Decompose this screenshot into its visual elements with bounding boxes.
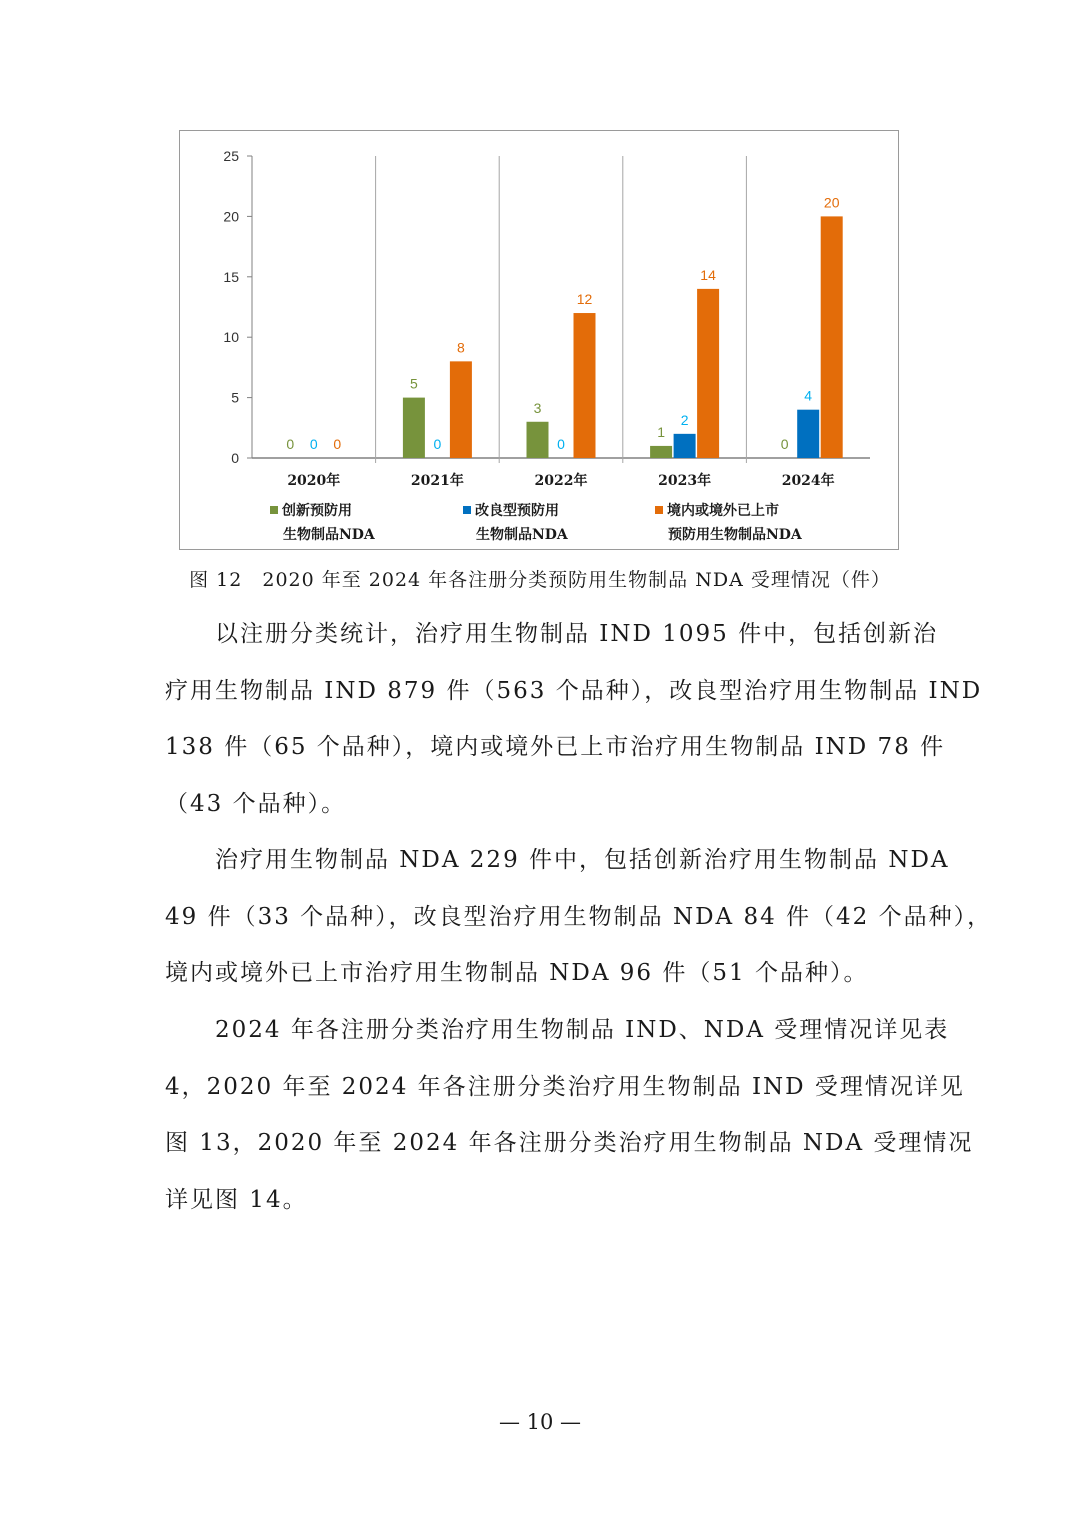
bar [697, 289, 719, 458]
text-line: 境内或境外已上市治疗用生物制品 NDA 96 件（51 个品种）。 [165, 960, 869, 986]
data-label: 0 [333, 436, 342, 452]
bar [650, 446, 672, 458]
text-line: 治疗用生物制品 NDA 229 件中，包括创新治疗用生物制品 NDA [215, 847, 950, 873]
bar [674, 434, 696, 458]
bar [574, 313, 596, 458]
legend-label-line1: 境内或境外已上市 [667, 503, 779, 519]
y-tick-label: 10 [223, 329, 239, 346]
y-tick-label: 15 [223, 268, 239, 285]
data-label: 0 [557, 436, 565, 452]
data-label: 4 [804, 387, 813, 404]
text-line: 以注册分类统计，治疗用生物制品 IND 1095 件中，包括创新治 [215, 621, 939, 647]
x-tick-label: 2024年 [781, 473, 835, 489]
legend-swatch-improved [463, 506, 471, 514]
page-number: — 10 — [498, 1410, 582, 1434]
data-label: 8 [457, 339, 465, 356]
data-label: 20 [823, 194, 840, 211]
text-line: （43 个品种）。 [165, 790, 347, 817]
bar [797, 410, 819, 458]
legend-label-line2: 生物制品NDA [283, 527, 375, 543]
legend-label-line1: 改良型预防用 [475, 503, 559, 519]
y-tick-label: 25 [223, 148, 239, 164]
data-label: 5 [410, 375, 418, 392]
paragraph-nda [165, 832, 993, 1002]
data-label: 12 [576, 291, 593, 308]
legend-label-line1: 创新预防用 [282, 503, 352, 519]
paragraph-ind [165, 606, 983, 832]
text-line: 49 件（33 个品种），改良型治疗用生物制品 NDA 84 件（42 个品种）， [165, 903, 993, 930]
data-label: 14 [700, 266, 716, 283]
data-label: 2 [680, 411, 689, 428]
data-label: 1 [657, 423, 665, 440]
legend-label-line2: 生物制品NDA [476, 527, 568, 543]
text-line: 2024 年各注册分类治疗用生物制品 IND、NDA 受理情况详见表 [215, 1017, 950, 1043]
y-tick-label: 0 [231, 450, 239, 466]
legend-label-line2: 预防用生物制品NDA [668, 527, 802, 543]
data-label: 0 [309, 436, 318, 452]
text-line: 详见图 14。 [165, 1186, 308, 1213]
text-line: 138 件（65 个品种），境内或境外已上市治疗用生物制品 IND 78 件 [165, 734, 946, 760]
legend-swatch-marketed [655, 506, 663, 514]
chart-plot [180, 131, 898, 549]
bar [821, 216, 843, 458]
bar-chart [179, 130, 899, 550]
data-label: 3 [533, 399, 542, 416]
legend-swatch-innovative [270, 506, 278, 514]
data-label: 0 [780, 436, 789, 452]
text-line: 疗用生物制品 IND 879 件（563 个品种），改良型治疗用生物制品 IND [165, 677, 983, 704]
bar [450, 361, 472, 458]
legend-item-marketed [655, 499, 802, 547]
paragraph-references [165, 1002, 974, 1228]
y-tick-label: 5 [231, 389, 239, 406]
y-tick-label: 20 [223, 208, 239, 225]
x-tick-label: 2022年 [534, 473, 588, 489]
bar [527, 422, 549, 458]
legend-item-improved [463, 499, 568, 547]
text-line: 4，2020 年至 2024 年各注册分类治疗用生物制品 IND 受理情况详见 [165, 1073, 965, 1100]
data-label: 0 [433, 436, 442, 452]
legend-item-innovative [270, 499, 375, 547]
x-tick-label: 2023年 [658, 473, 712, 489]
text-line: 图 13，2020 年至 2024 年各注册分类治疗用生物制品 NDA 受理情况 [165, 1130, 974, 1156]
x-tick-label: 2021年 [410, 473, 464, 489]
data-label: 0 [286, 436, 295, 452]
figure-caption: 图 12 2020 年至 2024 年各注册分类预防用生物制品 NDA 受理情况（件） [189, 569, 891, 591]
x-tick-label: 2020年 [287, 473, 341, 489]
bar [403, 398, 425, 458]
